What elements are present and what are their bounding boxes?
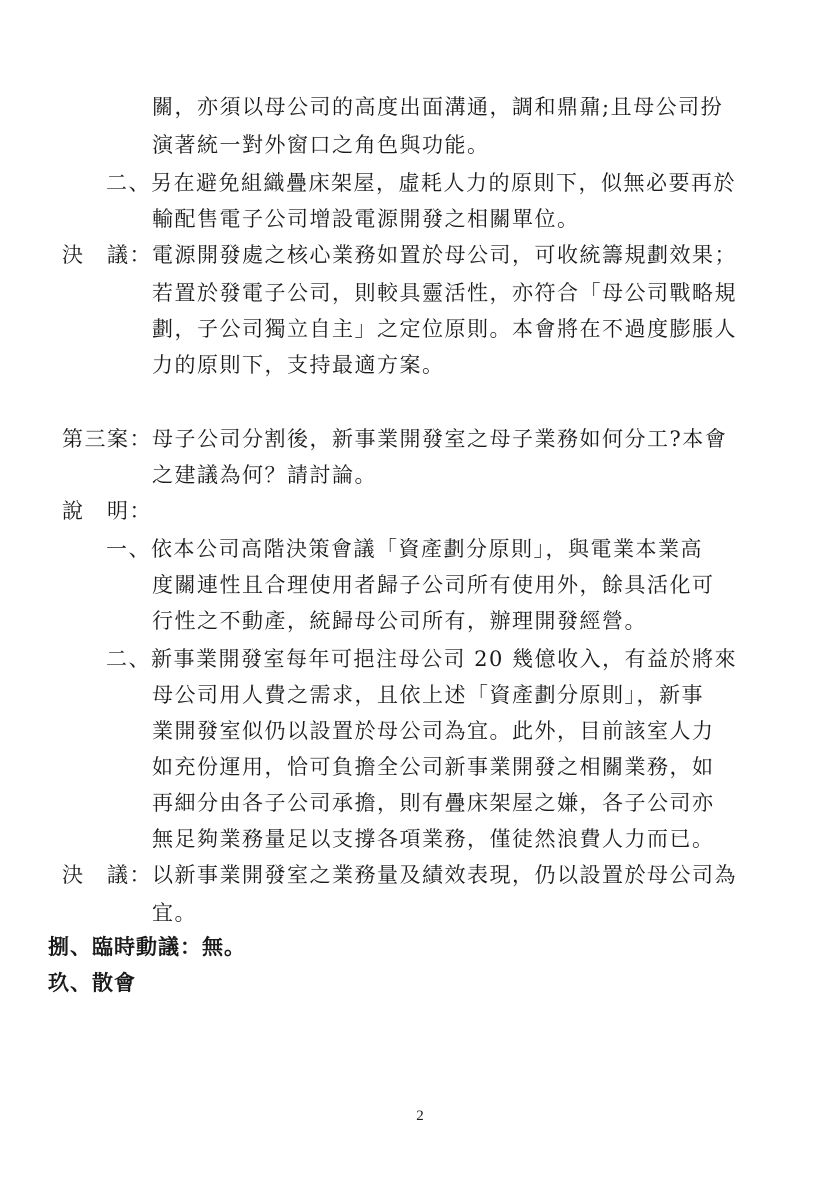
body-line: 再細分由各子公司承擔，則有疊床架屋之嫌，各子公司亦 (152, 791, 715, 815)
resolution-line: 決 議：以新事業開發室之業務量及績效表現，仍以設置於母公司為 (62, 863, 737, 887)
body-line: 業開發室似仍以設置於母公司為宜。此外，目前該室人力 (152, 719, 715, 743)
list-item-line: 一、依本公司高階決策會議「資產劃分原則」，與電業本業高 (106, 537, 703, 561)
explanation-heading: 說 明： (62, 499, 152, 523)
body-line: 若置於發電子公司，則較具靈活性，亦符合「母公司戰略規 (152, 281, 737, 305)
section-eight-heading: 捌、臨時動議：無。 (48, 935, 246, 959)
body-line: 如充份運用，恰可負擔全公司新事業開發之相關業務，如 (152, 755, 715, 779)
body-line: 宜。 (152, 901, 197, 925)
case-title-line: 第三案：母子公司分割後，新事業開發室之母子業務如何分工?本會 (62, 427, 728, 451)
page-number: 2 (416, 1108, 424, 1124)
body-line: 度關連性且合理使用者歸子公司所有使用外，餘具活化可 (152, 573, 715, 597)
section-nine-heading: 玖、散會 (48, 971, 136, 995)
body-line: 關，亦須以母公司的高度出面溝通，調和鼎鼐;且母公司扮 (152, 95, 724, 119)
body-line: 行性之不動產，統歸母公司所有，辦理開發經營。 (152, 609, 647, 633)
body-line: 輸配售電子公司增設電源開發之相關單位。 (152, 207, 580, 231)
body-line: 演著統一對外窗口之角色與功能。 (152, 133, 490, 157)
body-line: 母公司用人費之需求，且依上述「資產劃分原則」，新事 (152, 683, 704, 707)
list-item-line: 二、新事業開發室每年可挹注母公司 20 幾億收入，有益於將來 (106, 647, 738, 671)
body-line: 之建議為何？請討論。 (152, 463, 377, 487)
body-line: 劃，子公司獨立自主」之定位原則。本會將在不過度膨脹人 (152, 317, 737, 341)
body-line: 無足夠業務量足以支撐各項業務，僅徒然浪費人力而已。 (152, 827, 715, 851)
resolution-line: 決 議：電源開發處之核心業務如置於母公司，可收統籌規劃效果； (62, 243, 737, 267)
body-line: 力的原則下，支持最適方案。 (152, 353, 445, 377)
list-item-line: 二、另在避免組織疊床架屋，虛耗人力的原則下，似無必要再於 (106, 171, 736, 195)
